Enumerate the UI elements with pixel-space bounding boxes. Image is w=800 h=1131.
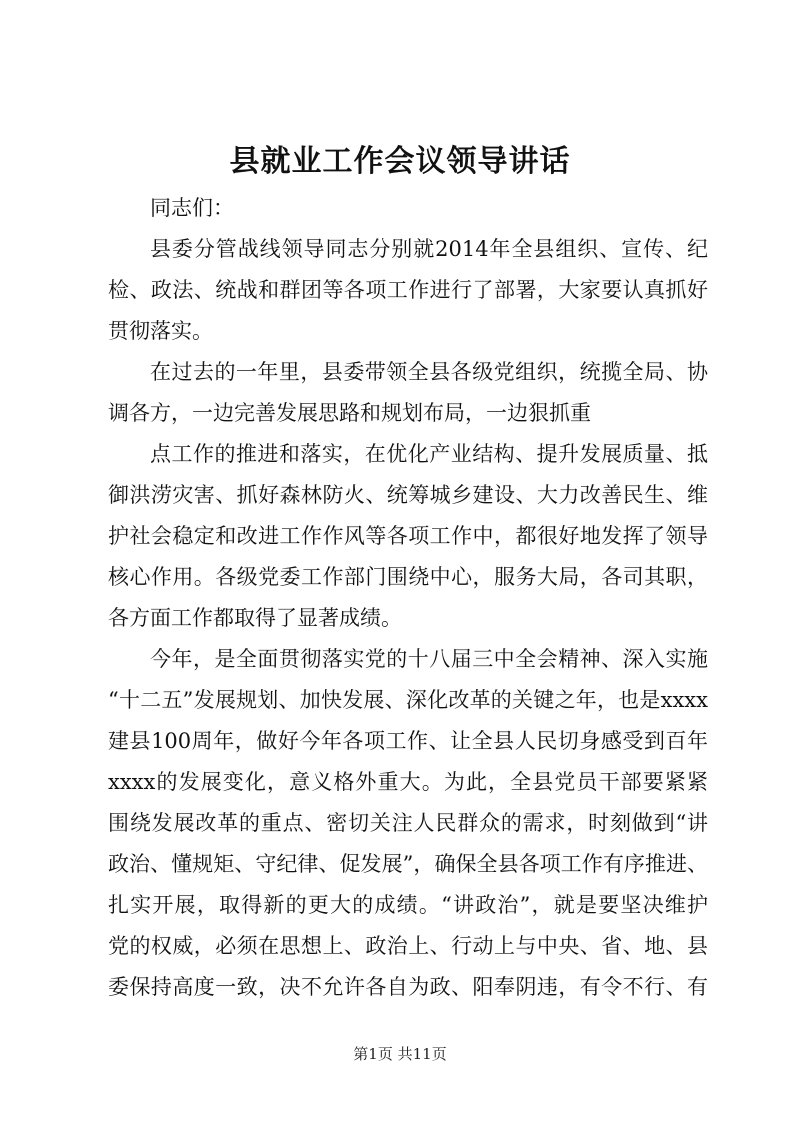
document-body: [108, 188, 708, 1008]
text-line: 调各方，一边完善发展思路和规划布局，一边狠抓重: [108, 401, 591, 425]
text-line: 围绕发展改革的重点、密切关注人民群众的需求，时刻做到“讲: [108, 811, 708, 835]
text-line: 政治、懂规矩、守纪律、促发展”，确保全县各项工作有序推进、: [108, 852, 708, 876]
text-line: 党的权威，必须在思想上、政治上、行动上与中央、省、地、县: [108, 934, 708, 958]
text-line: “十二五”发展规划、加快发展、深化改革的关键之年，也是xxxx: [108, 688, 708, 712]
text-line: 各方面工作都取得了显著成绩。: [108, 606, 402, 630]
text-line: 今年，是全面贯彻落实党的十八届三中全会精神、深入实施: [150, 647, 708, 671]
page-title: 县就业工作会议领导讲话: [229, 144, 571, 179]
text-line: 御洪涝灾害、抓好森林防火、统筹城乡建设、大力改善民生、维: [108, 483, 708, 507]
text-line: 点工作的推进和落实，在优化产业结构、提升发展质量、抵: [150, 442, 708, 466]
text-line: xxxx的发展变化，意义格外重大。为此，全县党员干部要紧紧: [108, 770, 708, 794]
text-line: 核心作用。各级党委工作部门围绕中心，服务大局，各司其职，: [108, 565, 708, 589]
page-number-footer: 第1页 共11页: [353, 1045, 447, 1063]
text-line: 委保持高度一致，决不允许各自为政、阳奉阴违，有令不行、有: [108, 975, 708, 999]
text-line: 在过去的一年里，县委带领全县各级党组织，统揽全局、协: [150, 360, 708, 384]
text-line: 贯彻落实。: [108, 319, 213, 343]
text-line: 建县100周年，做好今年各项工作、让全县人民切身感受到百年: [108, 729, 708, 753]
text-line: 扎实开展，取得新的更大的成绩。“讲政治”，就是要坚决维护: [108, 893, 708, 917]
text-line: 护社会稳定和改进工作作风等各项工作中，都很好地发挥了领导: [108, 524, 708, 548]
text-line: 县委分管战线领导同志分别就2014年全县组织、宣传、纪: [150, 237, 708, 261]
text-line: 检、政法、统战和群团等各项工作进行了部署，大家要认真抓好: [108, 278, 708, 302]
salutation-line: 同志们：: [150, 196, 234, 220]
